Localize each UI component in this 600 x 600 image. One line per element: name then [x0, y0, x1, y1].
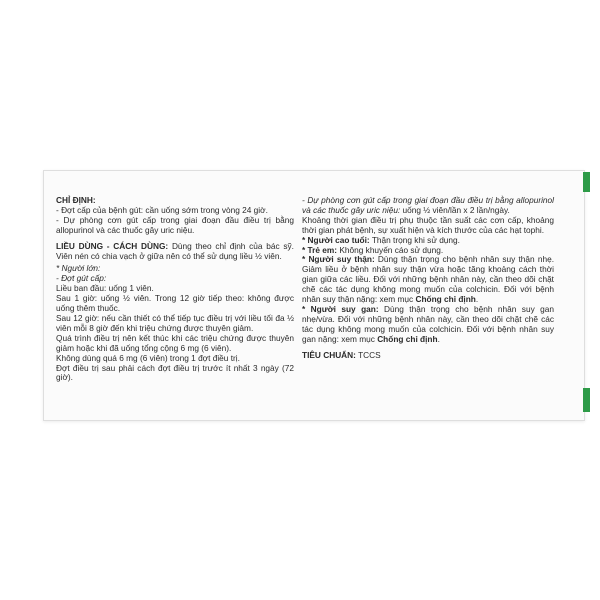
chi-dinh-heading: CHỈ ĐỊNH:: [56, 195, 96, 205]
dosage-intro: Dùng theo chỉ định của bác sỹ. Viên nén có chia vạch ở giữa nên có thể sử dụng liều ½ viên.: [56, 240, 294, 261]
green-edge-bottom: [583, 388, 590, 412]
right-column: [302, 196, 554, 361]
dose-initial: Liều ban đầu: uống 1 viên.: [56, 283, 154, 294]
indication-2: - Dự phòng cơn gút cấp trong giai đoạn đầu điều trị bằng allopurinol và các thuốc gây uric niệu.: [56, 214, 294, 235]
max-dose: Không dùng quá 6 mg (6 viên) trong 1 đợt điều trị.: [56, 352, 240, 363]
prevention-label: - Dự phòng cơn gút cấp trong giai đoạn đầu điều trị bằng allopurinol và các thuốc gây uric niệu:: [302, 195, 554, 215]
left-column: [56, 196, 294, 383]
green-edge-top: [583, 172, 590, 192]
dose-after-1h: Sau 1 giờ: uống ½ viên. Trong 12 giờ tiếp theo: không được uống thêm thuốc.: [56, 293, 294, 314]
renal-ref: Chống chỉ định: [415, 294, 476, 305]
standard-label: TIÊU CHUẨN:: [302, 349, 356, 360]
renal-period: .: [475, 294, 479, 305]
acute-gout-label: - Đợt gút cấp:: [56, 273, 107, 284]
prevention-paragraph: [302, 196, 554, 216]
indication-1: - Đợt cấp của bệnh gút: cần uống sớm trong vòng 24 giờ.: [56, 204, 268, 215]
elderly-label: * Người cao tuổi:: [302, 234, 370, 245]
standard-paragraph: [302, 351, 554, 361]
renal-text: Dùng thận trọng cho bệnh nhân suy thận nhẹ. Giảm liều ở bệnh nhân suy thận vừa hoặc tăng khoảng cách thời gian giữa các liều. Đối với những bệnh nhân này, cần theo dõi chặt chẽ các tác dụng không mong muốn của colchicin. Đối với bệnh nhân suy thận nặng: xem mục: [302, 254, 555, 305]
children-label: * Trẻ em:: [302, 244, 338, 255]
dosage-paragraph: [56, 242, 294, 262]
children-text: Không khuyến cáo sử dụng.: [337, 244, 444, 255]
hepatic-period: .: [437, 333, 440, 344]
hepatic-paragraph: [302, 305, 554, 345]
standard-value: TCCS: [355, 349, 381, 360]
elderly-text: Thận trọng khi sử dụng.: [369, 234, 460, 245]
renal-label: * Người suy thận:: [302, 254, 375, 265]
hepatic-text: Dùng thận trọng cho bệnh nhân suy gan nhẹ/vừa. Đối với những bệnh nhân này, cần theo dõi chặt chẽ các tác dụng không mong muốn của colchicin. Đối với bệnh nhân suy gan nặng: xem mục: [302, 303, 554, 344]
hepatic-ref: Chống chỉ định: [377, 333, 438, 344]
prevention-dose: uống ½ viên/lần x 2 lần/ngày.: [400, 204, 510, 215]
dose-after-12h: Sau 12 giờ: nếu cần thiết có thể tiếp tục điều trị với liều tối đa ½ viên mỗi 8 giờ đến khi triệu chứng được thuyên giảm.: [56, 312, 294, 333]
renal-paragraph: [302, 255, 554, 305]
hepatic-label: * Người suy gan:: [302, 303, 379, 314]
dosage-heading: LIỀU DÙNG - CÁCH DÙNG:: [56, 240, 169, 251]
treatment-end: Quá trình điều trị nên kết thúc khi các triệu chứng được thuyên giảm hoặc khi đã uống tổng cộng 6 mg (6 viên).: [56, 332, 294, 353]
course-interval: Đợt điều trị sau phải cách đợt điều trị trước ít nhất 3 ngày (72 giờ).: [56, 362, 294, 383]
duration-paragraph: Khoảng thời gian điều trị phụ thuộc tần suất các cơn cấp, khoảng thời gian phát bệnh, sự xuất hiện và kích thước của các hạt tophi.: [302, 214, 554, 235]
adult-label: * Người lớn:: [56, 263, 101, 274]
